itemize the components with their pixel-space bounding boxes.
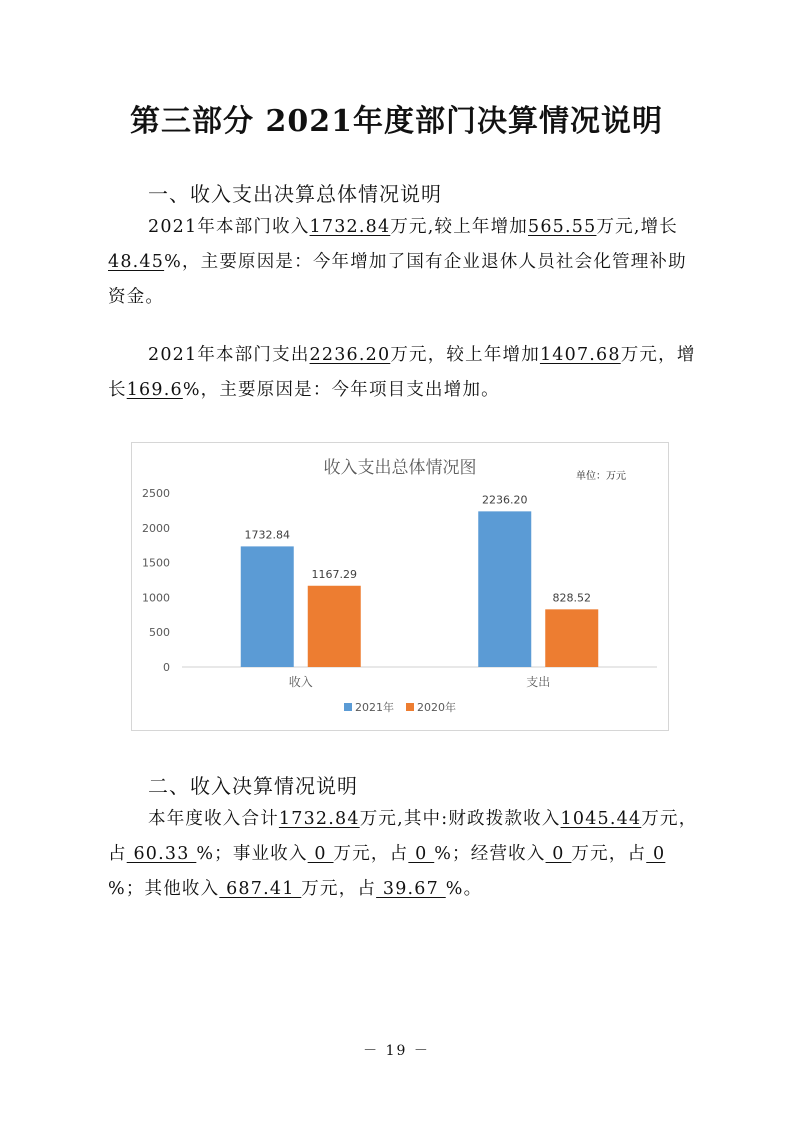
legend-swatch [344, 703, 352, 711]
section1-paragraph-expense: 2021年本部门支出2236.20万元，较上年增加1407.68万元，增长169.6%，主要原因是：今年项目支出增加。 [108, 345, 696, 400]
data-label: 1167.29 [311, 567, 357, 581]
page-number: － 19 － [363, 1043, 430, 1059]
bar-1-0 [478, 511, 531, 667]
y-tick-label: 2500 [142, 487, 170, 500]
section1-paragraph-income: 2021年本部门收入1732.84万元,较上年增加565.55万元,增长48.45%，主要原因是：今年增加了国有企业退休人员社会化管理补助资金。 [108, 217, 687, 307]
page-title: 第三部分 2021年度部门决算情况说明 [130, 104, 663, 139]
data-label: 1732.84 [244, 528, 290, 542]
bar-1-1 [545, 609, 598, 667]
income-expense-chart [131, 442, 669, 731]
y-tick-label: 500 [149, 626, 170, 640]
legend-label: 2021年 [355, 701, 394, 714]
y-tick-label: 0 [163, 661, 170, 674]
section2-paragraph-income: 本年度收入合计1732.84万元,其中:财政拨款收入1045.44万元，占 60.33 %；事业收入 0 万元，占 0 %；经营收入 0 万元，占 0 %；其他收入 687.41 万元，占 39.67 %。 [108, 809, 698, 899]
chart-title: 收入支出总体情况图 [323, 458, 477, 478]
bar-0-1 [308, 586, 361, 667]
y-tick-label: 1500 [142, 556, 170, 570]
bar-0-0 [241, 546, 294, 667]
legend-label: 2020年 [417, 701, 456, 714]
y-tick-label: 1000 [142, 591, 170, 605]
chart-plot [132, 443, 670, 732]
section1-heading: 一、收入支出决算总体情况说明 [148, 182, 442, 206]
chart-unit-label: 单位：万元 [576, 471, 626, 482]
x-category-label: 支出 [526, 675, 551, 689]
y-tick-label: 2000 [142, 521, 170, 535]
legend-swatch [406, 703, 414, 711]
data-label: 2236.20 [482, 493, 528, 507]
data-label: 828.52 [552, 591, 591, 605]
x-category-label: 收入 [288, 675, 313, 689]
section2-heading: 二、收入决算情况说明 [148, 774, 358, 798]
